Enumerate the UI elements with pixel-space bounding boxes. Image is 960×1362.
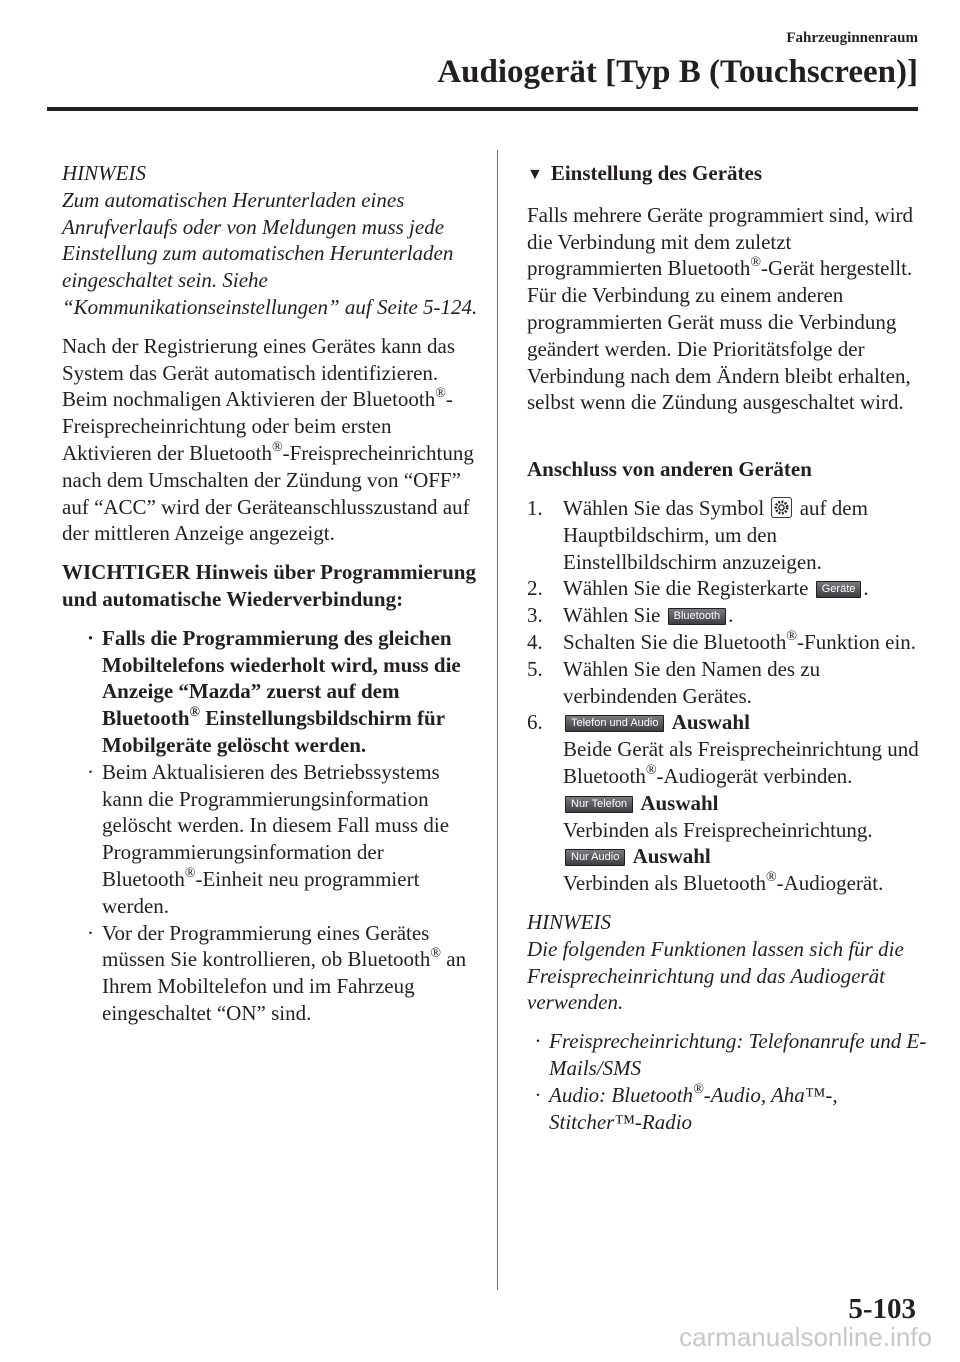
nur-telefon-button[interactable]: Nur Telefon xyxy=(565,796,633,813)
list-item: · Falls die Programmierung des gleichen Mobiltelefons wiederholt wird, muss die Anzeige “Mazda” zuerst auf dem Bluetooth® Einstellungsbildschirm für Mobilgeräte gelöscht werden. xyxy=(87,625,461,757)
step-6-option-3: Nur Audio Auswahl xyxy=(527,843,927,870)
list-item: · Audio: Bluetooth®-Audio, Aha™-, Stitcher™-Radio xyxy=(535,1081,838,1134)
step-3: 3. Wählen Sie Bluetooth . xyxy=(527,603,734,628)
section-heading: ▼ Einstellung des Gerätes xyxy=(527,160,927,190)
triangle-icon: ▼ xyxy=(527,166,543,183)
step-2: 2. Wählen Sie die Registerkarte Geräte . xyxy=(527,576,869,601)
column-divider xyxy=(497,150,498,1290)
watermark: carmanualsonline.info xyxy=(679,1322,932,1352)
hinweis-label: HINWEIS xyxy=(527,909,611,934)
hinweis-text: Die folgenden Funktionen lassen sich für die Freisprecheinrichtung und das Audiogerät verwenden. xyxy=(527,936,904,1015)
step-6-option-2: Nur Telefon Auswahl xyxy=(527,790,927,817)
paragraph-identification: Nach der Registrierung eines Gerätes kann das System das Gerät automatisch identifizieren. Beim nochmaligen Aktivieren der Bluetooth®-Freisprecheinrichtung oder beim ersten Aktivieren der Bluetooth®-Freisprecheinrichtung nach dem Umschalten der Zündung von “OFF” auf “ACC” wird der Geräteanschlusszustand auf der mittleren Anzeige angezeigt. xyxy=(62,333,474,546)
step-6: 6. Telefon und Audio Auswahl xyxy=(527,710,750,735)
hinweis-text: Zum automatischen Herunterladen eines Anrufverlaufs oder von Meldungen muss jede Einstellung zum automatischen Herunterladen eingeschaltet sein. Siehe “Kommunikationseinstellungen” auf Seite 5-124. xyxy=(62,187,478,319)
list-item: · Freisprecheinrichtung: Telefonanrufe und E-Mails/SMS xyxy=(535,1029,927,1080)
right-column xyxy=(527,160,927,1135)
list-item: · Vor der Programmierung eines Gerätes müssen Sie kontrollieren, ob Bluetooth® an Ihrem Mobiltelefon und im Fahrzeug eingeschaltet “ON” sind. xyxy=(87,920,467,1025)
step-6-text-3: Verbinden als Bluetooth®-Audiogerät. xyxy=(563,870,884,896)
step-6-text-2: Verbinden als Freisprecheinrichtung. xyxy=(563,817,873,842)
paragraph-connection: Falls mehrere Geräte programmiert sind, wird die Verbindung mit dem zuletzt programmierten Bluetooth®-Gerät hergestellt. Für die Verbindung zu einem anderen programmierten Gerät muss die Verbindung geändert werden. Die Prioritätsfolge der Verbindung nach dem Ändern bleibt erhalten, selbst wenn die Zündung ausgeschaltet wird. xyxy=(527,202,914,415)
section-label: Fahrzeuginnenraum xyxy=(786,30,918,46)
list-item: · Beim Aktualisieren des Betriebssystems kann die Programmierungsinformation gelöscht werden. In diesem Fall muss die Programmierungsinformation der Bluetooth®-Einheit neu programmiert werden. xyxy=(87,759,450,918)
step-4: 4. Schalten Sie die Bluetooth®-Funktion ein. xyxy=(527,628,917,654)
header-rule xyxy=(47,107,918,111)
step-1: 1. Wählen Sie das Symbol auf dem Hauptbildschirm, um den Einstellbildschirm anzuzeigen. xyxy=(527,495,868,574)
hinweis-label: HINWEIS xyxy=(62,161,146,185)
bluetooth-button[interactable]: Bluetooth xyxy=(668,608,726,625)
settings-gear-icon xyxy=(771,497,792,518)
page-title: Audiogerät [Typ B (Touchscreen)] xyxy=(437,54,918,90)
geraete-tab-button[interactable]: Geräte xyxy=(816,581,862,598)
nur-audio-button[interactable]: Nur Audio xyxy=(565,849,625,866)
step-5: 5. Wählen Sie den Namen des zu verbindenden Gerätes. xyxy=(527,656,821,708)
left-column xyxy=(62,160,482,1027)
page-number: 5-103 xyxy=(848,1293,916,1325)
step-6-text-1: Beide Gerät als Freisprecheinrichtung und Bluetooth®-Audiogerät verbinden. xyxy=(563,737,919,788)
telefon-und-audio-button[interactable]: Telefon und Audio xyxy=(565,715,664,732)
important-heading: WICHTIGER Hinweis über Programmierung und automatische Wiederverbindung: xyxy=(62,560,476,611)
sub-heading: Anschluss von anderen Geräten xyxy=(527,457,812,482)
